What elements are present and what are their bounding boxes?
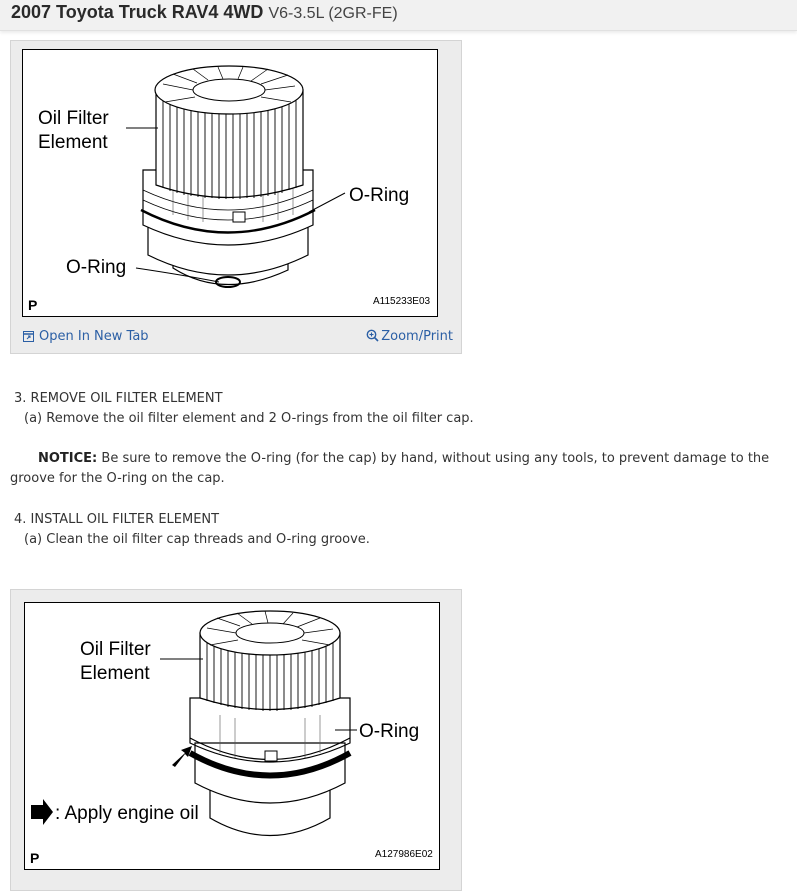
zoom-icon [366, 329, 379, 342]
label-oring-bottom: O-Ring [66, 257, 127, 278]
apply-oil-arrow-icon [31, 799, 53, 825]
label-element-2: Element [80, 663, 150, 684]
notice-text: Be sure to remove the O-ring (for the cap) by hand, without using any tools, to prevent damage to the groove for the O-ring on the cap. [10, 451, 770, 486]
figure-1-actions [11, 323, 461, 351]
label-oil-filter-2: Oil Filter [80, 639, 151, 660]
corner-letter-1: P [28, 297, 38, 313]
step-3-a: (a) Remove the oil filter element and 2 O-rings from the oil filter cap. [24, 411, 474, 426]
figure-code-2: A127986E02 [375, 849, 433, 860]
zoom-print-link[interactable] [366, 329, 453, 344]
zoom-print-label: Zoom/Print [381, 329, 453, 344]
vehicle-title: 2007 Toyota Truck RAV4 4WD [11, 2, 264, 22]
oil-filter-diagram-2 [25, 603, 439, 869]
open-tab-icon [23, 331, 34, 342]
step-4-title: 4. INSTALL OIL FILTER ELEMENT [14, 512, 220, 527]
figure-1-panel [10, 40, 462, 354]
notice-label: NOTICE: [38, 451, 98, 466]
label-apply-oil: : Apply engine oil [55, 803, 199, 824]
corner-letter-2: P [30, 850, 40, 866]
page-header [0, 0, 797, 31]
figure-1-illustration[interactable] [22, 49, 438, 317]
engine-spec: V6-3.5L (2GR-FE) [268, 5, 398, 22]
page-title [11, 2, 398, 23]
label-oil-filter-1: Oil Filter [38, 108, 109, 129]
step-4-a: (a) Clean the oil filter cap threads and O-ring groove. [24, 532, 370, 547]
label-element-1: Element [38, 132, 108, 153]
open-new-tab-link[interactable] [23, 329, 149, 344]
notice-paragraph [10, 449, 795, 489]
figure-2-panel [10, 589, 462, 891]
step-3-title: 3. REMOVE OIL FILTER ELEMENT [14, 391, 223, 406]
open-new-tab-label: Open In New Tab [39, 329, 149, 344]
label-oring-top: O-Ring [349, 185, 410, 206]
oil-filter-diagram-1 [23, 50, 437, 316]
figure-2-illustration[interactable] [24, 602, 440, 870]
label-oring-2: O-Ring [359, 721, 420, 742]
figure-code-1: A115233E03 [373, 296, 431, 307]
